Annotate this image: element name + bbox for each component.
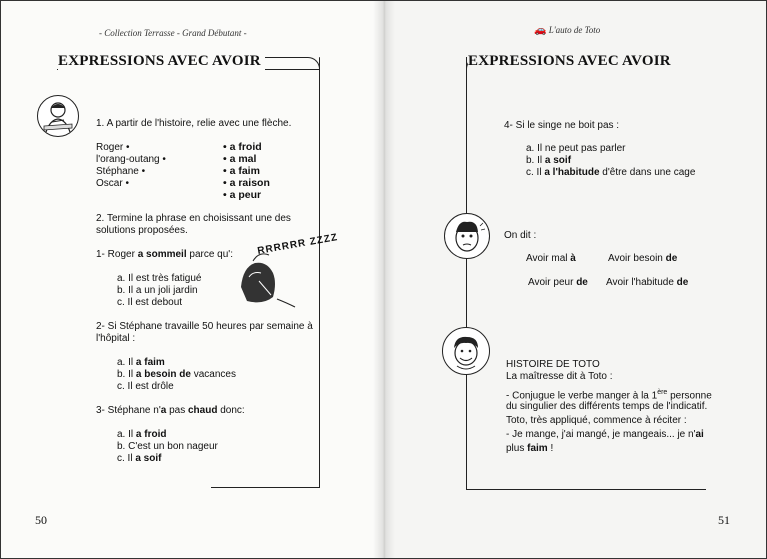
- student-drawing-icon: [38, 96, 78, 136]
- page-number-right: 51: [718, 513, 730, 527]
- question-4: 4- Si le singe ne boit pas :: [504, 120, 620, 131]
- question-2-option-a: a. Il a faim: [117, 357, 165, 368]
- answer-a-froid: • a froid: [223, 141, 262, 153]
- question-3-option-a: a. Il a froid: [117, 429, 167, 440]
- question-4-option-a: a. Il ne peut pas parler: [526, 143, 626, 154]
- question-4-option-c: c. Il a l'habitude d'être dans une cage: [526, 167, 696, 178]
- story-line-3: du singulier des différents temps de l'indicatif.: [506, 401, 708, 412]
- question-3: 3- Stéphane n'a pas chaud donc:: [96, 405, 245, 416]
- book-gutter: [373, 1, 395, 558]
- story-line-5: - Je mange, j'ai mangé, je mangeais... je n'ai: [506, 429, 704, 440]
- toto-avatar: [442, 327, 490, 375]
- question-4-option-b: b. Il a soif: [526, 155, 572, 166]
- name-stephane: Stéphane •: [96, 166, 146, 177]
- story-title: HISTOIRE DE TOTO: [506, 359, 600, 370]
- question-1-option-a: a. Il est très fatigué: [117, 273, 202, 284]
- answer-a-faim: • a faim: [223, 165, 260, 177]
- running-header-left: - Collection Terrasse - Grand Débutant -: [99, 28, 247, 38]
- expression-avoir-mal-a: Avoir mal à: [526, 253, 576, 264]
- worried-face-avatar: [444, 213, 490, 259]
- left-frame-right-line: [319, 57, 320, 487]
- page-title-right: EXPRESSIONS AVEC AVOIR: [468, 53, 675, 70]
- page-number-left: 50: [35, 513, 47, 527]
- sleeping-person-illustration: [233, 232, 339, 309]
- right-page: [384, 1, 766, 558]
- expression-avoir-l-habitude-de: Avoir l'habitude de: [606, 277, 689, 288]
- story-line-4: Toto, très appliqué, commence à réciter :: [506, 415, 687, 426]
- on-dit-label: On dit :: [504, 230, 537, 241]
- answer-a-raison: • a raison: [223, 177, 270, 189]
- name-orang-outang: l'orang-outang •: [96, 154, 166, 165]
- answer-a-mal: • a mal: [223, 153, 257, 165]
- right-frame-bottom-line: [466, 489, 706, 490]
- car-icon: 🚗: [534, 25, 547, 36]
- question-3-option-c: c. Il a soif: [117, 453, 162, 464]
- exercise-2-instruction-line1: 2. Termine la phrase en choisissant une des: [96, 213, 291, 224]
- worried-face-icon: [445, 214, 489, 258]
- question-2-line2: l'hôpital :: [96, 333, 136, 344]
- question-1-option-c: c. Il est debout: [117, 297, 183, 308]
- student-avatar: [37, 95, 79, 137]
- running-header-right: 🚗 L'auto de Toto: [534, 25, 601, 36]
- name-roger: Roger •: [96, 142, 130, 153]
- exercise-1-instruction: 1. A partir de l'histoire, relie avec une flèche.: [96, 118, 292, 129]
- right-frame-left-line: [466, 57, 467, 489]
- snoring-text: RRRRRR ZZZZ: [256, 232, 339, 257]
- toto-face-icon: [443, 328, 489, 374]
- name-oscar: Oscar •: [96, 178, 129, 189]
- exercise-2-instruction-line2: solutions proposées.: [96, 225, 188, 236]
- question-2-option-b: b. Il a besoin de vacances: [117, 369, 236, 380]
- expression-avoir-peur-de: Avoir peur de: [528, 277, 588, 288]
- story-line-2: - Conjugue le verbe manger à la 1ère personne: [506, 389, 712, 402]
- question-1: 1- Roger a sommeil parce qu':: [96, 249, 233, 260]
- story-line-6: plus faim !: [506, 443, 554, 454]
- question-2-line1: 2- Si Stéphane travaille 50 heures par semaine à: [96, 321, 313, 332]
- question-2-option-c: c. Il est drôle: [117, 381, 174, 392]
- expression-avoir-besoin-de: Avoir besoin de: [608, 253, 678, 264]
- answer-a-peur: • a peur: [223, 189, 262, 201]
- page-title-left: EXPRESSIONS AVEC AVOIR: [58, 53, 265, 70]
- question-3-option-b: b. C'est un bon nageur: [117, 441, 218, 452]
- left-frame-bottom-line: [211, 487, 320, 488]
- left-page: [1, 1, 384, 558]
- story-line-1: La maîtresse dit à Toto :: [506, 371, 613, 382]
- question-1-option-b: b. Il a un joli jardin: [117, 285, 198, 296]
